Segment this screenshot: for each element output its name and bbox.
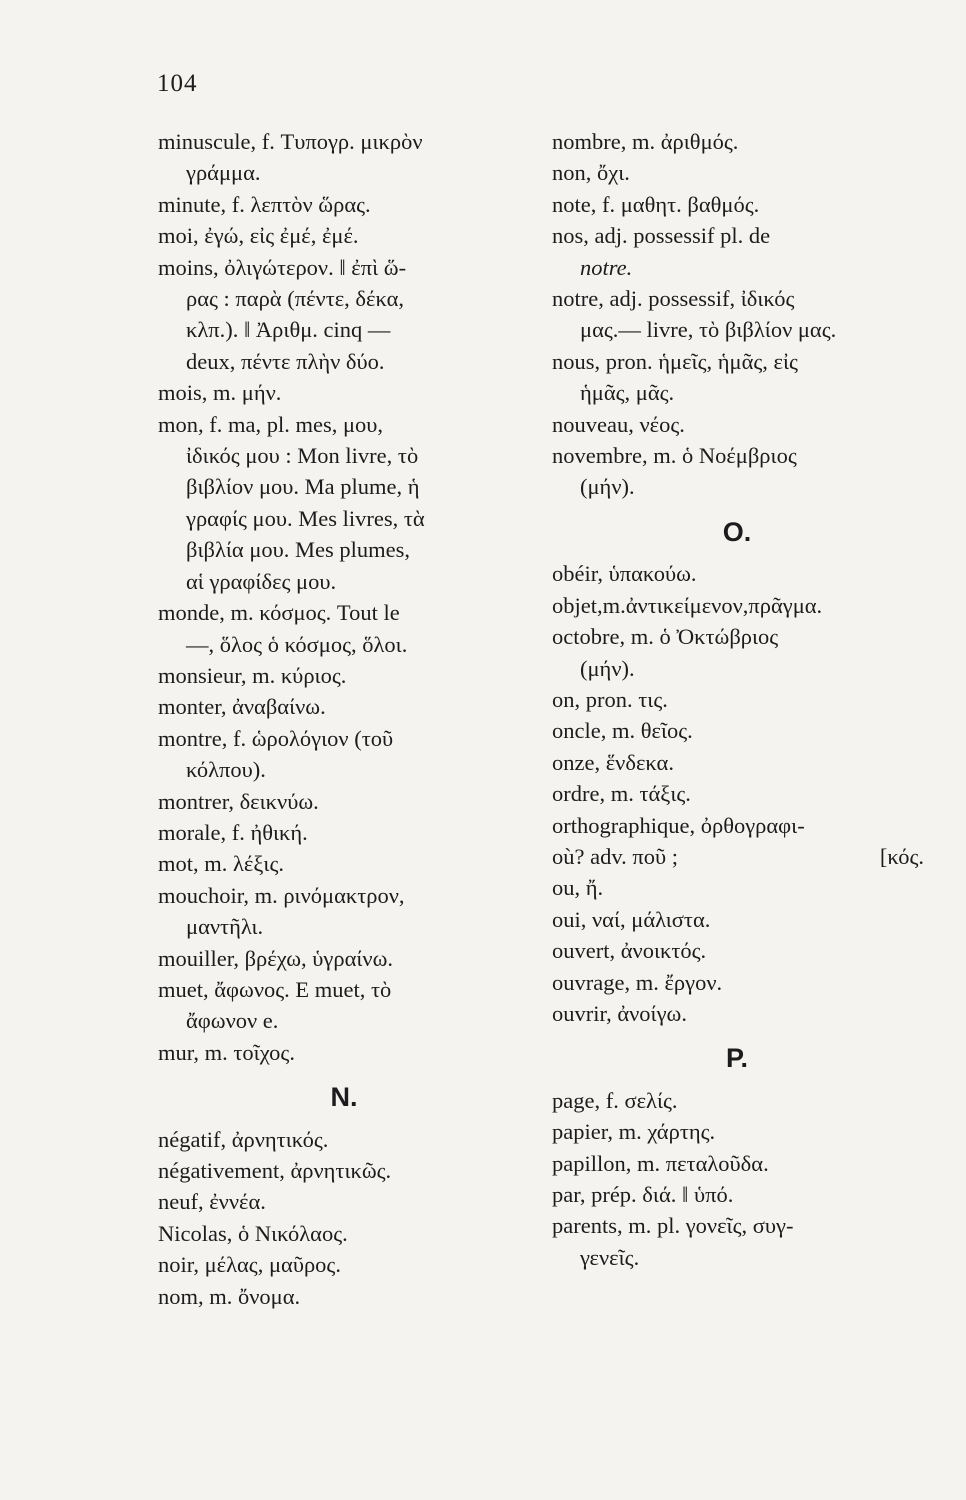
entry-headword-line: nombre, m. ἀριθμός. (552, 129, 739, 154)
dictionary-entry (552, 590, 922, 621)
dictionary-entry (158, 786, 530, 817)
entry-continuation-line: notre. (580, 254, 633, 280)
entry-headword-line: nom, m. ὄνομα. (158, 1283, 301, 1309)
left-column (158, 126, 530, 1312)
entry-headword-line: ouvert, ἀνοικτός. (552, 938, 707, 964)
entry-headword-line: obéir, ὑπακούω. (552, 561, 697, 587)
section-heading-o: O. (722, 516, 752, 547)
entry-headword-line: nouveau, νέος. (552, 411, 685, 437)
dictionary-entry (552, 1179, 922, 1210)
dictionary-entry (158, 660, 530, 691)
entry-continuation-line: deux, πέντε πλὴν δύο. (186, 348, 385, 374)
entry-headword-line: octobre, m. ὁ Ὀκτώβριος (552, 624, 779, 650)
entry-headword-line: Nicolas, ὁ Νικόλαος. (158, 1220, 348, 1246)
entry-headword-line: orthographique, ὀρθογραφι- (552, 812, 805, 838)
dictionary-entry (552, 778, 922, 809)
dictionary-entry (552, 935, 922, 966)
dictionary-entry (158, 691, 530, 722)
entry-continuation-line: μας.— livre, τὸ βιβλίον μας. (580, 317, 837, 343)
dictionary-entry (552, 684, 922, 715)
entry-continuation-line: γράμμα. (186, 160, 261, 186)
dictionary-entry (552, 841, 922, 872)
dictionary-entry (158, 597, 530, 660)
entry-headword-line: montrer, δεικνύω. (158, 788, 319, 814)
entry-continuation-line: ρας : παρὰ (πέντε, δέκα, (186, 286, 405, 312)
entry-headword-line: négatif, ἀρνητικός. (158, 1126, 329, 1152)
entry-headword-line: ou, ἤ. (552, 875, 604, 901)
dictionary-entry (158, 252, 530, 378)
page-number: 104 (157, 70, 198, 97)
dictionary-entry (158, 880, 530, 943)
dictionary-entry (552, 220, 922, 283)
entry-headword-line: noir, μέλας, μαῦρος. (158, 1252, 341, 1278)
entry-continuation-line: βιβλίον μου. Ma plume, ἡ (186, 474, 420, 500)
dictionary-entry (158, 377, 530, 408)
dictionary-entry (158, 126, 530, 189)
entry-headword-line: moi, ἐγώ, εἰς ἐμέ, ἐμέ. (158, 223, 359, 249)
entry-headword-line: ouvrir, ἀνοίγω. (552, 1000, 687, 1026)
entry-headword-line: mur, m. τοῖχος. (158, 1039, 295, 1065)
entry-headword-line: où? adv. ποῦ ; (552, 843, 679, 869)
section-heading-n: N. (330, 1082, 358, 1113)
dictionary-entry (158, 817, 530, 848)
dictionary-entry (552, 967, 922, 998)
entry-headword-line: monde, m. κόσμος. Tout le (158, 600, 400, 626)
entry-continuation-line: γενεῖς. (580, 1244, 640, 1270)
entry-headword-line: notre, adj. possessif, ἰδικός (552, 286, 795, 312)
entry-headword-line: mouiller, βρέχω, ὑγραίνω. (158, 945, 394, 971)
entry-headword-line: page, f. σελίς. (552, 1087, 678, 1113)
entry-headword-line: mois, m. μήν. (158, 380, 282, 406)
entry-headword-line: mot, m. λέξις. (158, 851, 284, 877)
dictionary-entry (552, 1116, 922, 1147)
dictionary-entry (158, 723, 530, 786)
entry-headword-line: ordre, m. τάξις. (552, 781, 691, 807)
entry-headword-line: papillon, m. πεταλοῦδα. (552, 1150, 769, 1176)
dictionary-entry (158, 1249, 530, 1280)
entry-continuation-line: (μήν). (580, 655, 635, 681)
entry-headword-line: papier, m. χάρτης. (552, 1119, 716, 1145)
entry-headword-line: négativement, ἀρνητικῶς. (158, 1158, 392, 1183)
entry-headword-line: moins, ὀλιγώτερον. ‖ ἐπὶ ὥ- (158, 254, 407, 280)
entry-headword-line: oui, ναί, μάλιστα. (552, 906, 711, 932)
dictionary-entry (158, 1186, 530, 1217)
entries-n (158, 1124, 530, 1312)
entry-headword-line: note, f. μαθητ. βαθμός. (552, 191, 760, 217)
dictionary-entry (552, 189, 922, 220)
entry-continuation-line: κόλπου). (186, 757, 266, 783)
dictionary-entry (552, 1085, 922, 1116)
dictionary-entry (552, 904, 922, 935)
dictionary-entry (552, 1210, 922, 1273)
dictionary-entry (552, 283, 922, 346)
entry-headword-line: on, pron. τις. (552, 686, 668, 712)
entries-o (552, 558, 922, 1029)
entry-continuation-line: μαντῆλι. (186, 914, 264, 940)
dictionary-entry (552, 715, 922, 746)
entry-headword-line: neuf, ἐννέα. (158, 1189, 266, 1215)
dictionary-entry (552, 409, 922, 440)
entry-continuation-line: βιβλία μου. Mes plumes, (186, 537, 411, 563)
dictionary-entry (158, 974, 530, 1037)
entry-headword-line: objet,m.ἀντικείμενον,πρᾶγμα. (552, 592, 823, 618)
entry-headword-line: monsieur, m. κύριος. (158, 662, 347, 688)
entries-n-continued (552, 126, 922, 503)
entry-headword-line: par, prép. διά. ‖ ὑπό. (552, 1182, 734, 1207)
entry-continuation-line: ἄφωνον e. (186, 1008, 279, 1034)
dictionary-entry (552, 157, 922, 188)
dictionary-entry (552, 998, 922, 1029)
entry-headword-line: minute, f. λεπτὸν ὥρας. (158, 191, 371, 217)
entry-headword-line: nos, adj. possessif pl. de (552, 223, 771, 249)
dictionary-entry (158, 1124, 530, 1155)
dictionary-entry (552, 558, 922, 589)
entry-headword-line: mouchoir, m. ρινόμακτρον, (158, 882, 405, 908)
dictionary-entry (552, 346, 922, 409)
dictionary-entry (552, 747, 922, 778)
dictionary-entry (552, 810, 922, 841)
entries-m (158, 126, 530, 1068)
entry-headword-line: oncle, m. θεῖος. (552, 718, 693, 744)
dictionary-entry (158, 189, 530, 220)
entry-headword-line: mon, f. ma, pl. mes, μου, (158, 411, 384, 437)
entry-headword-line: nous, pron. ἡμεῖς, ἡμᾶς, εἰς (552, 348, 798, 374)
entry-continuation-line: —, ὅλος ὁ κόσμος, ὅλοι. (186, 631, 408, 657)
dictionary-entry (552, 1148, 922, 1179)
dictionary-entry (158, 409, 530, 597)
dictionary-entry (552, 126, 922, 157)
entry-headword-line: montre, f. ὡρολόγιον (τοῦ (158, 725, 394, 751)
dictionary-entry (158, 1155, 530, 1186)
entry-continuation-line: αἱ γραφίδες μου. (186, 568, 337, 594)
entry-headword-line: minuscule, f. Τυπογρ. μικρὸν (158, 129, 423, 154)
dictionary-entry (158, 848, 530, 879)
dictionary-entry (158, 220, 530, 251)
entry-continuation-line: ἡμᾶς, μᾶς. (580, 380, 675, 406)
entry-continuation-line: (μήν). (580, 474, 635, 500)
dictionary-entry (158, 1218, 530, 1249)
dictionary-entry (158, 1037, 530, 1068)
entry-headword-line: morale, f. ἠθική. (158, 819, 308, 845)
entry-headword-line: muet, ἄφωνος. E muet, τὸ (158, 976, 392, 1002)
entry-headword-line: onze, ἕνδεκα. (552, 749, 674, 775)
entry-headword-line: parents, m. pl. γονεῖς, συγ- (552, 1213, 794, 1239)
entries-p (552, 1085, 922, 1273)
entry-continuation-line: ἰδικός μου : Mon livre, τὸ (186, 443, 419, 469)
entry-continuation-line: γραφίς μου. Mes livres, τὰ (186, 505, 425, 531)
dictionary-entry (552, 872, 922, 903)
dictionary-entry (552, 440, 922, 503)
entry-continuation-line: κλπ.). ‖ Ἀριθμ. cinq — (186, 317, 391, 343)
dictionary-entry (552, 621, 922, 684)
entry-headword-line: novembre, m. ὁ Νοέμβριος (552, 443, 797, 469)
entry-headword-line: monter, ἀναβαίνω. (158, 694, 326, 720)
dictionary-entry (158, 943, 530, 974)
entry-headword-line: ouvrage, m. ἔργον. (552, 969, 723, 995)
right-column (552, 126, 922, 1273)
dictionary-entry (158, 1281, 530, 1312)
hanging-word-fragment: [κός. (879, 843, 924, 869)
section-heading-p: P. (725, 1043, 749, 1074)
entry-headword-line: non, ὄχι. (552, 160, 630, 186)
